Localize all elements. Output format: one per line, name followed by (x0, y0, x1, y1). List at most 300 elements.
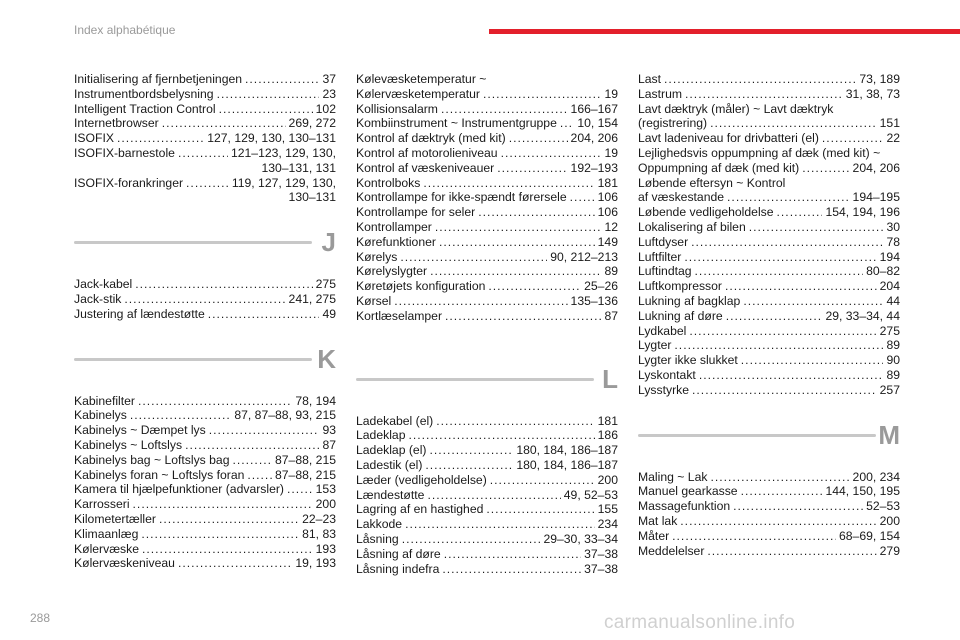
index-entry (74, 512, 336, 527)
entry-label: Låsning af døre (356, 546, 441, 561)
entry-pages: 154, 194, 196 (825, 205, 900, 220)
entry-pages: 12 (604, 219, 618, 234)
entry-pages-continued: 130–131 (288, 190, 336, 205)
entry-pages: 194–195 (852, 190, 900, 205)
entry-label: Lygter ikke slukket (638, 353, 738, 368)
index-entry (356, 488, 618, 503)
entry-label: Luftdyser (638, 234, 689, 249)
entry-label: Jack-stik (74, 291, 122, 306)
index-entry (638, 220, 900, 235)
leader-dots (394, 294, 567, 309)
leader-dots (178, 146, 228, 161)
entry-label: Kamera til hjælpefunktioner (advarsler) (74, 482, 284, 497)
leader-dots (435, 220, 602, 235)
entry-label: Kørelyslygter (356, 264, 428, 279)
index-entry (356, 116, 618, 131)
index-entry (356, 176, 618, 191)
entry-label: Kølervæskeniveau (74, 556, 175, 571)
index-entry (638, 146, 900, 161)
entry-label: Ladestik (el) (356, 457, 423, 472)
entry-label: Luftkompressor (638, 279, 722, 294)
entry-pages: 102 (315, 101, 336, 116)
entry-pages: 127, 129, 130, 130–131 (207, 131, 336, 146)
leader-dots (692, 383, 877, 398)
entry-pages: 186 (597, 428, 618, 443)
entry-label: Kørsel (356, 293, 392, 308)
index-entry (638, 338, 900, 353)
leader-dots (695, 264, 864, 279)
index-entry (74, 497, 336, 512)
entry-pages: 44 (886, 293, 900, 308)
index-entry (356, 87, 618, 102)
entry-pages: 275 (879, 323, 900, 338)
entry-pages: 193 (315, 541, 336, 556)
entry-label: Læder (vedligeholdelse) (356, 472, 487, 487)
entry-pages: 89 (886, 338, 900, 353)
entry-pages: 29–30, 33–34 (543, 531, 618, 546)
entry-pages: 234 (597, 517, 618, 532)
entry-pages: 87–88, 215 (275, 467, 336, 482)
entry-pages: 279 (879, 543, 900, 558)
index-entry (356, 517, 618, 532)
leader-dots (672, 529, 836, 544)
index-entry (638, 190, 900, 205)
entry-label: Lyskontakt (638, 367, 696, 382)
entry-label: Ladeklap (el) (356, 443, 427, 458)
leader-dots (400, 250, 547, 265)
index-entry (356, 414, 618, 429)
leader-dots (726, 309, 823, 324)
leader-dots (141, 527, 299, 542)
entry-pages: 68–69, 154 (839, 528, 900, 543)
entry-pages: 87–88, 215 (275, 452, 336, 467)
entry-pages: 30 (886, 219, 900, 234)
index-entry (74, 116, 336, 131)
entry-label: Mat lak (638, 513, 678, 528)
section-letter: L (602, 363, 618, 394)
index-entry (356, 309, 618, 324)
leader-dots (117, 131, 204, 146)
index-entry (638, 102, 900, 117)
index-entry (356, 102, 618, 117)
index-entry (74, 87, 336, 102)
leader-dots (436, 414, 594, 429)
leader-dots (178, 556, 292, 571)
index-entry (74, 277, 336, 292)
entry-pages: 87 (322, 437, 336, 452)
entry-label: Lydkabel (638, 323, 687, 338)
entry-label: ISOFIX-barnestole (74, 145, 175, 160)
leader-dots (287, 482, 313, 497)
leader-dots (802, 161, 849, 176)
section-header (356, 364, 618, 408)
section-letter: J (321, 227, 336, 258)
entry-label: Køretøjets konfiguration (356, 279, 486, 294)
entry-label: Kørefunktioner (356, 234, 436, 249)
entry-pages: 23 (322, 86, 336, 101)
entry-label: Justering af lændestøtte (74, 306, 205, 321)
leader-dots (209, 423, 320, 438)
entry-pages: 78 (886, 234, 900, 249)
entry-pages: 135–136 (570, 293, 618, 308)
entry-label: Kabinelys ~ Loftslys (74, 437, 183, 452)
leader-dots (710, 470, 849, 485)
index-entry (356, 502, 618, 517)
entry-pages: 52–53 (866, 499, 900, 514)
index-entry (74, 453, 336, 468)
entry-label: Instrumentbordsbelysning (74, 86, 214, 101)
leader-dots (680, 514, 876, 529)
header-accent-bar (489, 29, 960, 34)
entry-label: Manuel gearkasse (638, 484, 738, 499)
leader-dots (741, 353, 884, 368)
index-entry (74, 438, 336, 453)
index-entry (74, 408, 336, 423)
index-entry (74, 482, 336, 497)
entry-pages: 144, 150, 195 (825, 484, 900, 499)
entry-label: Kabinelys bag ~ Loftslys bag (74, 452, 230, 467)
entry-label: Lavt dæktryk (måler) ~ Lavt dæktryk (638, 101, 834, 116)
entry-label: Lejlighedsvis oppumpning af dæk (med kit) ~ (638, 145, 881, 160)
index-entry (356, 190, 618, 205)
leader-dots (570, 190, 595, 205)
entry-label: Ladekabel (el) (356, 413, 434, 428)
index-entry (356, 547, 618, 562)
leader-dots (699, 368, 884, 383)
leader-dots (490, 473, 595, 488)
leader-dots (405, 517, 595, 532)
leader-dots (749, 220, 884, 235)
entry-pages: 200 (315, 497, 336, 512)
index-entry (638, 309, 900, 324)
entry-pages: 31, 38, 73 (845, 86, 900, 101)
entry-pages: 49, 52–53 (563, 487, 618, 502)
entry-pages: 37–38 (584, 561, 618, 576)
page-header-title: Index alphabétique (74, 23, 176, 37)
index-entry (356, 250, 618, 265)
index-entry (356, 72, 618, 87)
index-entry (638, 470, 900, 485)
entry-pages: 22–23 (302, 511, 336, 526)
section-divider (74, 358, 312, 361)
entry-pages: 181 (597, 175, 618, 190)
entry-pages: 121–123, 129, 130, (230, 145, 336, 160)
entry-label: Løbende eftersyn ~ Kontrol (638, 175, 786, 190)
leader-dots (124, 292, 285, 307)
index-entry (638, 205, 900, 220)
entry-pages: 166–167 (570, 101, 618, 116)
entry-label: Oppumpning af dæk (med kit) (638, 160, 800, 175)
index-entry (74, 527, 336, 542)
section-header (74, 344, 336, 388)
entry-label: Ladeklap (356, 428, 406, 443)
entry-pages: 149 (597, 234, 618, 249)
leader-dots (233, 453, 273, 468)
entry-label: ISOFIX-forankringer (74, 175, 184, 190)
index-entry (74, 307, 336, 322)
entry-pages: 200 (597, 472, 618, 487)
leader-dots (733, 499, 863, 514)
entry-pages: 49 (322, 306, 336, 321)
leader-dots (130, 408, 231, 423)
leader-dots (727, 190, 850, 205)
entry-pages: 87, 87–88, 93, 215 (234, 408, 336, 423)
entry-label: Kollisionsalarm (356, 101, 438, 116)
leader-dots (133, 497, 313, 512)
entry-label: Kabinefilter (74, 393, 135, 408)
leader-dots (497, 161, 567, 176)
leader-dots (664, 72, 856, 87)
entry-pages: 192–193 (570, 160, 618, 175)
entry-label: Kontrol af motorolieniveau (356, 145, 498, 160)
entry-label: Lukning af døre (638, 308, 723, 323)
spacer (356, 324, 618, 342)
index-entry (356, 458, 618, 473)
entry-label: Luftindtag (638, 264, 692, 279)
leader-dots (486, 502, 594, 517)
entry-label: Meddelelser (638, 543, 705, 558)
entry-pages: 200 (879, 513, 900, 528)
entry-pages: 89 (886, 367, 900, 382)
leader-dots (219, 102, 313, 117)
entry-label: Kabinelys (74, 408, 127, 423)
index-entry (638, 294, 900, 309)
leader-dots (245, 72, 319, 87)
entry-pages: 10, 154 (577, 116, 618, 131)
section-letter: K (317, 343, 336, 374)
entry-label: Lygter (638, 338, 672, 353)
leader-dots (689, 324, 876, 339)
entry-label: Lændestøtte (356, 487, 425, 502)
index-entry (638, 324, 900, 339)
index-entry (638, 250, 900, 265)
index-entry (638, 499, 900, 514)
entry-label: Kontrol af væskeniveauer (356, 160, 495, 175)
entry-pages: 37 (322, 72, 336, 86)
entry-label: af væskestande (638, 190, 725, 205)
index-entry (638, 87, 900, 102)
leader-dots (159, 512, 299, 527)
entry-pages: 37–38 (584, 546, 618, 561)
index-entry (638, 235, 900, 250)
leader-dots (674, 338, 883, 353)
leader-dots (425, 458, 513, 473)
entry-label: ISOFIX (74, 131, 114, 146)
section-letter: M (878, 419, 900, 450)
leader-dots (162, 116, 286, 131)
entry-label: Kortlæselamper (356, 308, 443, 323)
section-header (74, 227, 336, 271)
entry-pages: 200, 234 (852, 469, 900, 484)
entry-pages: 106 (597, 190, 618, 205)
index-entry (638, 176, 900, 191)
entry-label: Kontrollampe for ikke-spændt førersele (356, 190, 567, 205)
entry-pages: 257 (879, 382, 900, 397)
leader-dots (247, 468, 272, 483)
entry-pages: 204 (879, 279, 900, 294)
entry-label: Kølevæsketemperatur ~ (356, 72, 487, 86)
entry-label: Kølervæske (74, 541, 140, 556)
entry-label: Kontrollamper (356, 219, 432, 234)
entry-pages: 119, 127, 129, 130, (231, 175, 336, 190)
entry-label: Lukning af bagklap (638, 293, 741, 308)
leader-dots (488, 279, 581, 294)
entry-pages: 22 (886, 131, 900, 146)
section-header (638, 420, 900, 464)
entry-label: Kombiinstrument ~ Instrumentgruppe (356, 116, 557, 131)
entry-label: Massagefunktion (638, 499, 731, 514)
entry-pages: 155 (597, 502, 618, 517)
index-entry (74, 131, 336, 146)
index-entry (638, 279, 900, 294)
entry-pages: 204, 206 (570, 131, 618, 146)
leader-dots (208, 307, 320, 322)
entry-label: Kabinelys ~ Dæmpet lys (74, 423, 206, 438)
leader-dots (707, 544, 876, 559)
entry-pages: 93 (322, 423, 336, 438)
entry-label: Jack-kabel (74, 277, 133, 292)
entry-pages: 89 (604, 264, 618, 279)
entry-label: Låsning (356, 531, 399, 546)
leader-dots (186, 176, 229, 191)
entry-label: Intelligent Traction Control (74, 101, 216, 116)
index-entry (356, 443, 618, 458)
entry-label: Klimaanlæg (74, 526, 139, 541)
leader-dots (402, 532, 541, 547)
entry-label: Kabinelys foran ~ Loftslys foran (74, 467, 245, 482)
entry-pages: 73, 189 (859, 72, 900, 86)
index-entry (638, 529, 900, 544)
entry-pages-continued: 130–131, 131 (261, 160, 336, 175)
watermark: carmanualsonline.info (604, 612, 796, 633)
entry-label: Kontrol af dæktryk (med kit) (356, 131, 506, 146)
entry-label: Luftfilter (638, 249, 682, 264)
entry-label: Internetbrowser (74, 116, 159, 131)
entry-pages: 19 (604, 145, 618, 160)
leader-dots (684, 250, 876, 265)
index-entry (356, 279, 618, 294)
entry-label: Løbende vedligeholdelse (638, 205, 774, 220)
index-entry (638, 116, 900, 131)
leader-dots (743, 294, 883, 309)
entry-label: Lavt ladeniveau for drivbatteri (el) (638, 131, 819, 146)
entry-pages: 204, 206 (852, 160, 900, 175)
index-entry (356, 161, 618, 176)
leader-dots (135, 277, 312, 292)
leader-dots (138, 394, 292, 409)
entry-pages: 81, 83 (302, 526, 336, 541)
section-divider (638, 434, 876, 437)
leader-dots (478, 205, 594, 220)
entry-pages: 87 (604, 308, 618, 323)
page-number: 288 (30, 611, 51, 625)
index-entry (356, 220, 618, 235)
index-entry (356, 294, 618, 309)
leader-dots (442, 562, 581, 577)
index-entry (356, 146, 618, 161)
entry-label: Kontrollampe for seler (356, 205, 476, 220)
entry-label: Lokalisering af bilen (638, 219, 746, 234)
index-entry (638, 368, 900, 383)
index-entry (74, 556, 336, 571)
index-entry (356, 235, 618, 250)
entry-pages: 19 (604, 86, 618, 101)
index-entry (74, 394, 336, 409)
leader-dots (560, 116, 574, 131)
leader-dots (710, 116, 877, 131)
entry-label: Kørelys (356, 249, 398, 264)
index-entry (638, 264, 900, 279)
index-entry (638, 72, 900, 87)
leader-dots (427, 488, 560, 503)
leader-dots (822, 131, 884, 146)
index-entry (638, 484, 900, 499)
leader-dots (685, 87, 843, 102)
index-entry (74, 468, 336, 483)
entry-pages: 180, 184, 186–187 (516, 443, 618, 458)
section-divider (356, 378, 594, 381)
entry-label: Lakkode (356, 517, 403, 532)
index-entry (356, 428, 618, 443)
index-entry (74, 146, 336, 161)
entry-label: (registrering) (638, 116, 708, 131)
leader-dots (444, 547, 581, 562)
leader-dots (483, 87, 601, 102)
index-entry (356, 131, 618, 146)
entry-label: Lysstyrke (638, 382, 690, 397)
leader-dots (441, 102, 568, 117)
entry-pages: 151 (879, 116, 900, 131)
entry-label: Kølervæsketemperatur (356, 86, 480, 101)
index-column-1 (74, 72, 336, 571)
entry-label: Initialisering af fjernbetjeningen (74, 72, 243, 86)
entry-label: Måter (638, 528, 670, 543)
entry-pages: 269, 272 (288, 116, 336, 131)
leader-dots (408, 428, 594, 443)
index-column-2 (356, 72, 618, 576)
index-entry (74, 176, 336, 191)
leader-dots (509, 131, 568, 146)
index-entry (74, 542, 336, 557)
index-entry (638, 544, 900, 559)
entry-pages: 181 (597, 413, 618, 428)
index-entry (356, 264, 618, 279)
index-entry (74, 72, 336, 87)
index-entry (356, 473, 618, 488)
index-entry (638, 383, 900, 398)
entry-pages: 90, 212–213 (550, 249, 618, 264)
entry-pages: 80–82 (866, 264, 900, 279)
leader-dots (501, 146, 602, 161)
entry-label: Karrosseri (74, 497, 130, 512)
leader-dots (691, 235, 883, 250)
leader-dots (429, 443, 513, 458)
index-entry (356, 562, 618, 577)
entry-pages: 106 (597, 205, 618, 220)
leader-dots (185, 438, 319, 453)
entry-pages: 90 (886, 353, 900, 368)
leader-dots (741, 484, 823, 499)
entry-pages: 241, 275 (288, 291, 336, 306)
leader-dots (423, 176, 594, 191)
leader-dots (142, 542, 313, 557)
entry-label: Kontrolboks (356, 175, 421, 190)
entry-label: Last (638, 72, 662, 86)
entry-pages: 19, 193 (295, 556, 336, 571)
leader-dots (445, 309, 601, 324)
index-entry (74, 423, 336, 438)
entry-pages: 275 (315, 277, 336, 292)
